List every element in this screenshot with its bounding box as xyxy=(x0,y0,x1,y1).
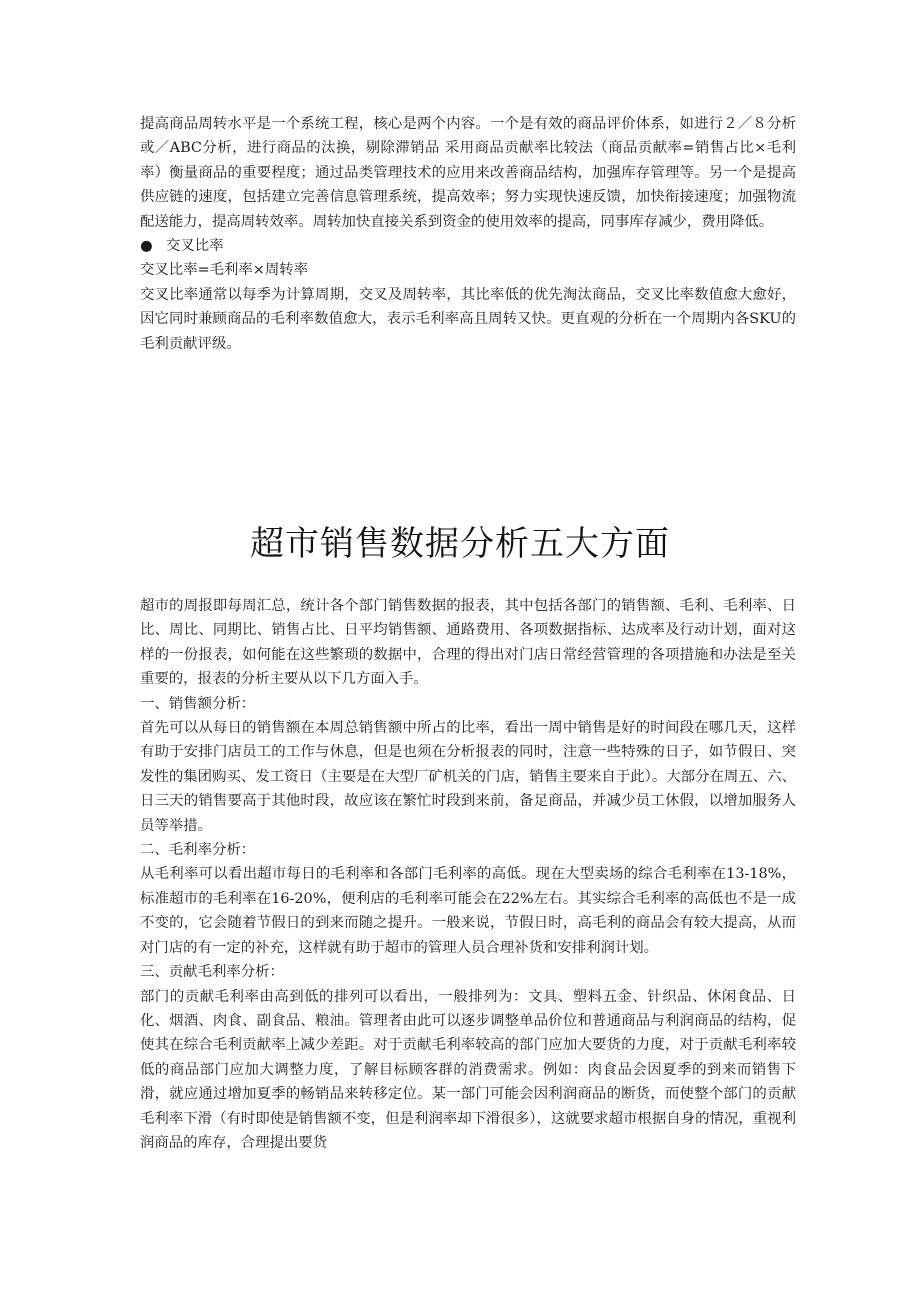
heading-sales-amount: 一、销售额分析： xyxy=(140,695,256,712)
sales-amount-paragraph: 首先可以从每日的销售额在本周总销售额中所占的比率，看出一周中销售是好的时间段在哪几天，这样有助于安排门店员工的工作与休息，但是也须在分析报表的同时，注意一些特殊的日子，如节假日、突发性的集团购买、发工资日（主要是在大型厂矿机关的门店，销售主要来自于此）。大部分在周五、六、日三天的销售要高于其他时段，故应该在繁忙时段到来前，备足商品，并减少员工休假，以增加服务人员等举措。 xyxy=(140,720,796,834)
section-sales-analysis xyxy=(140,594,796,1155)
cross-ratio-formula: 交叉比率=毛利率×周转率 xyxy=(140,262,309,279)
heading-contribution-margin: 三、贡献毛利率分析： xyxy=(140,964,284,981)
bullet-label: 交叉比率 xyxy=(166,238,224,255)
heading-gross-margin: 二、毛利率分析： xyxy=(140,842,256,859)
bullet-dot-icon: ● xyxy=(140,238,153,255)
document-title: 超市销售数据分析五大方面 xyxy=(250,524,670,564)
contribution-margin-paragraph: 部门的贡献毛利率由高到低的排列可以看出，一般排列为：文具、塑料五金、针织品、休闲食品、日化、烟酒、肉食、副食品、粮油。管理者由此可以逐步调整单品价位和普通商品与利润商品的结构，促使其在综合毛利贡献率上减少差距。对于贡献毛利率较高的部门应加大要货的力度，对于贡献毛利率较低的商品部门应加大调整力度，了解目标顾客群的消费需求。例如：肉食品会因夏季的到来而销售下滑，就应通过增加夏季的畅销品来转移定位。某一部门可能会因利润商品的断货，而使整个部门的贡献毛利率下滑（有时即使是销售额不变，但是利润率却下滑很多），这就要求超市根据自身的情况，重视利润商品的库存，合理提出要货 xyxy=(140,988,796,1151)
weekly-report-intro: 超市的周报即每周汇总，统计各个部门销售数据的报表，其中包括各部门的销售额、毛利、毛利率、日比、周比、同期比、销售占比、日平均销售额、通路费用、各项数据指标、达成率及行动计划，面对这样的一份报表，如何能在这些繁琐的数据中，合理的得出对门店日常经营管理的各项措施和办法是至关重要的，报表的分析主要从以下几方面入手。 xyxy=(140,598,796,688)
gross-margin-paragraph: 从毛利率可以看出超市每日的毛利率和各部门毛利率的高低。现在大型卖场的综合毛利率在13-18%，标准超市的毛利率在16-20%，便利店的毛利率可能会在22%左右。其实综合毛利率的高低也不是一成不变的，它会随着节假日的到来而随之提升。一般来说，节假日时，高毛利的商品会有较大提高，从而对门店的有一定的补充，这样就有助于超市的管理人员合理补货和安排利润计划。 xyxy=(140,866,796,956)
turnover-paragraph: 提高商品周转水平是一个系统工程，核心是两个内容。一个是有效的商品评价体系，如进行２／８分析或／ABC分析，进行商品的汰换，剔除滞销品 采用商品贡献率比较法（商品贡献率=销售占比×毛利率）衡量商品的重要程度；通过品类管理技术的应用来改善商品结构，加强库存管理等。另一个是提高供应链的速度，包括建立完善信息管理系统，提高效率；努力实现快速反馈，加快衔接速度；加强物流配送能力，提高周转效率。周转加快直接关系到资金的使用效率的提高，同事库存减少，费用降低。 xyxy=(140,116,796,230)
bullet-item-cross-ratio xyxy=(140,234,796,258)
cross-ratio-paragraph: 交叉比率通常以每季为计算周期，交叉及周转率，其比率低的优先淘汰商品，交叉比率数值愈大愈好，因它同时兼顾商品的毛利率数值愈大，表示毛利率高且周转又快。更直观的分析在一个周期内各SKU的毛利贡献评级。 xyxy=(140,286,796,352)
section-turnover xyxy=(140,112,796,356)
